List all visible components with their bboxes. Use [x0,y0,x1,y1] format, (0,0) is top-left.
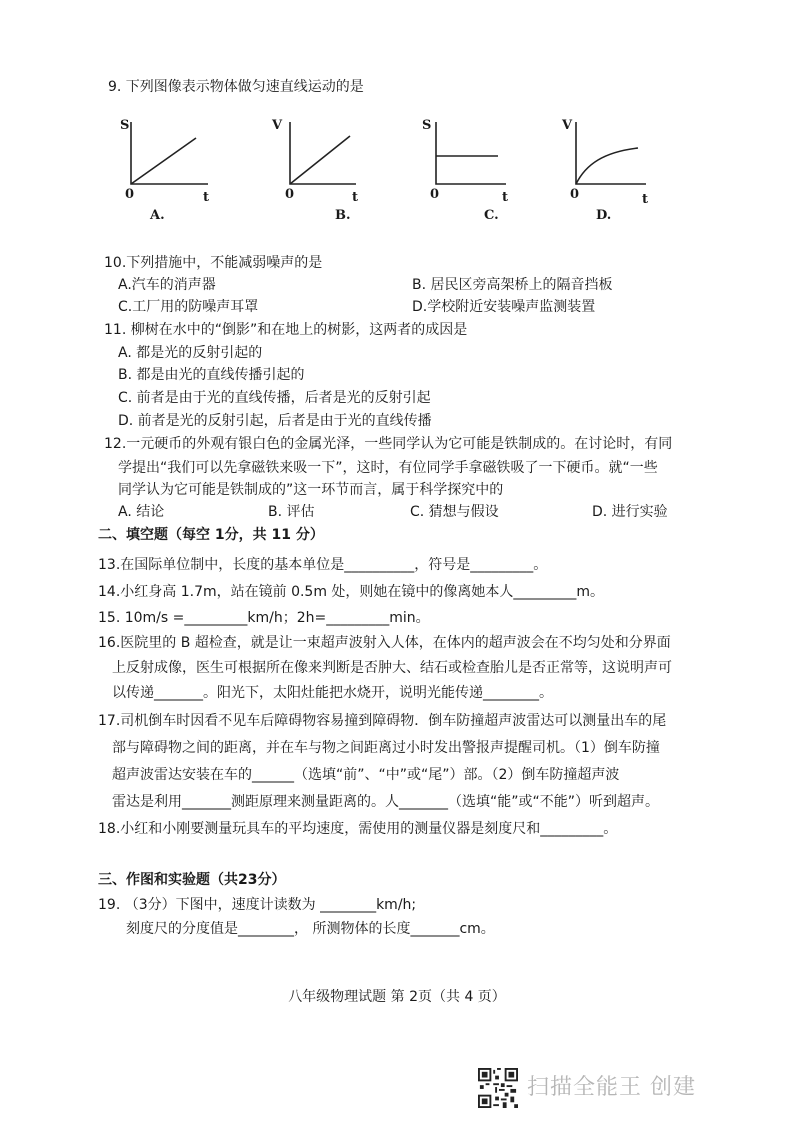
q17-line2: 部与障碍物之间的距离，并在车与物之间距离过小时发出警报声提醒司机。（1）倒车防撞 [112,740,660,756]
q16-line3: 以传递_______。阳光下，太阳灶能把水烧开，说明光能传递________。 [112,685,553,701]
q12-option-c: C. 猜想与假设 [410,504,499,520]
graph-d-origin: 0 [570,187,580,202]
q14: 14.小红身高 1.7m，站在镜前 0.5m 处，则她在镜中的像离她本人_________m。 [98,584,605,600]
q12-line1: 12.一元硬币的外观有银白色的金属光泽，一些同学认为它可能是铁制成的。在讨论时，有同 [104,436,673,452]
q11-stem: 11. 柳树在水中的“倒影”和在地上的树影，这两者的成因是 [104,322,468,338]
q12-option-b: B. 评估 [268,504,315,520]
q11-option-c: C. 前者是由于光的直线传播，后者是光的反射引起 [118,390,431,406]
graph-a-ylabel: S [120,118,130,133]
q16-line1: 16.医院里的 B 超检查，就是让一束超声波射入人体，在体内的超声波会在不均匀处和分界面 [98,635,671,651]
graph-c-option: C. [484,208,499,223]
graph-a-xlabel: t [203,190,210,205]
q10-option-d: D.学校附近安装噪声监测装置 [412,299,596,315]
graph-a-plot [118,118,228,198]
graph-b-option: B. [335,208,351,223]
q17-line1: 17.司机倒车时因看不见车后障碍物容易撞到障碍物．倒车防撞超声波雷达可以测量出车的尾 [98,713,667,729]
q15: 15. 10m/s =_________km/h；2h=_________min。 [98,610,430,626]
q18: 18.小红和小刚要测量玩具车的平均速度，需使用的测量仪器是刻度尺和_________。 [98,821,618,837]
graph-b-xlabel: t [352,190,359,205]
q17-line3: 超声波雷达安装在车的______（选填“前”、“中”或“尾”）部。（2）倒车防撞超声波 [112,767,620,783]
graph-a-option: A. [150,208,165,223]
graph-d-plot [560,118,670,198]
q10-option-c: C.工厂用的防噪声耳罩 [118,299,259,315]
graph-b [270,118,380,228]
section-3-heading: 三、作图和实验题（共23分） [98,872,286,888]
q19-line1: 19. （3分）下图中，速度计读数为 ________km/h; [98,897,417,913]
q16-line2: 上反射成像，医生可根据所在像来判断是否肿大、结石或检查胎儿是否正常等，这说明声可 [112,660,672,676]
q12-option-d: D. 进行实验 [592,504,668,520]
graph-c-xlabel: t [502,190,509,205]
graph-b-plot [270,118,380,198]
q12-option-a: A. 结论 [118,504,165,520]
q11-option-b: B. 都是由光的直线传播引起的 [118,367,305,383]
graph-c [420,118,530,228]
q9-stem: 9. 下列图像表示物体做匀速直线运动的是 [108,79,364,95]
graph-d-xlabel: t [642,192,649,207]
graph-d-option: D. [596,208,612,223]
q12-line3: 同学认为它可能是铁制成的”这一环节而言，属于科学探究中的 [118,482,504,498]
graph-d-ylabel: V [562,118,573,133]
q10-stem: 10.下列措施中，不能减弱噪声的是 [104,255,323,271]
graph-b-origin: 0 [285,187,295,202]
scanner-watermark: 扫描全能王 创建 [527,1075,696,1100]
graph-d [560,118,670,228]
q19-line2: 刻度尺的分度值是________， 所测物体的长度_______cm。 [126,921,495,937]
section-2-heading: 二、填空题（每空 1分，共 11 分） [98,527,324,543]
graph-a [118,118,228,228]
q10-option-a: A.汽车的消声器 [118,277,216,293]
qr-code-icon [478,1068,518,1108]
q12-line2: 学提出“我们可以先拿磁铁来吸一下”，这时，有位同学手拿磁铁吸了一下硬币。就“一些 [118,460,658,476]
graph-b-ylabel: V [272,118,283,133]
graph-a-origin: 0 [125,187,135,202]
graph-c-ylabel: S [422,118,432,133]
q11-option-a: A. 都是光的反射引起的 [118,345,263,361]
q10-option-b: B. 居民区旁高架桥上的隔音挡板 [412,277,613,293]
graph-c-origin: 0 [430,187,440,202]
q13: 13.在国际单位制中，长度的基本单位是__________，符号是_________。 [98,557,548,573]
q11-option-d: D. 前者是光的反射引起，后者是由于光的直线传播 [118,413,432,429]
graph-c-plot [420,118,530,198]
page-footer: 八年级物理试题 第 2页（共 4 页） [288,989,506,1005]
q17-line4: 雷达是利用_______测距原理来测量距离的。人_______（选填“能”或“不能”）听到超声。 [112,794,660,810]
